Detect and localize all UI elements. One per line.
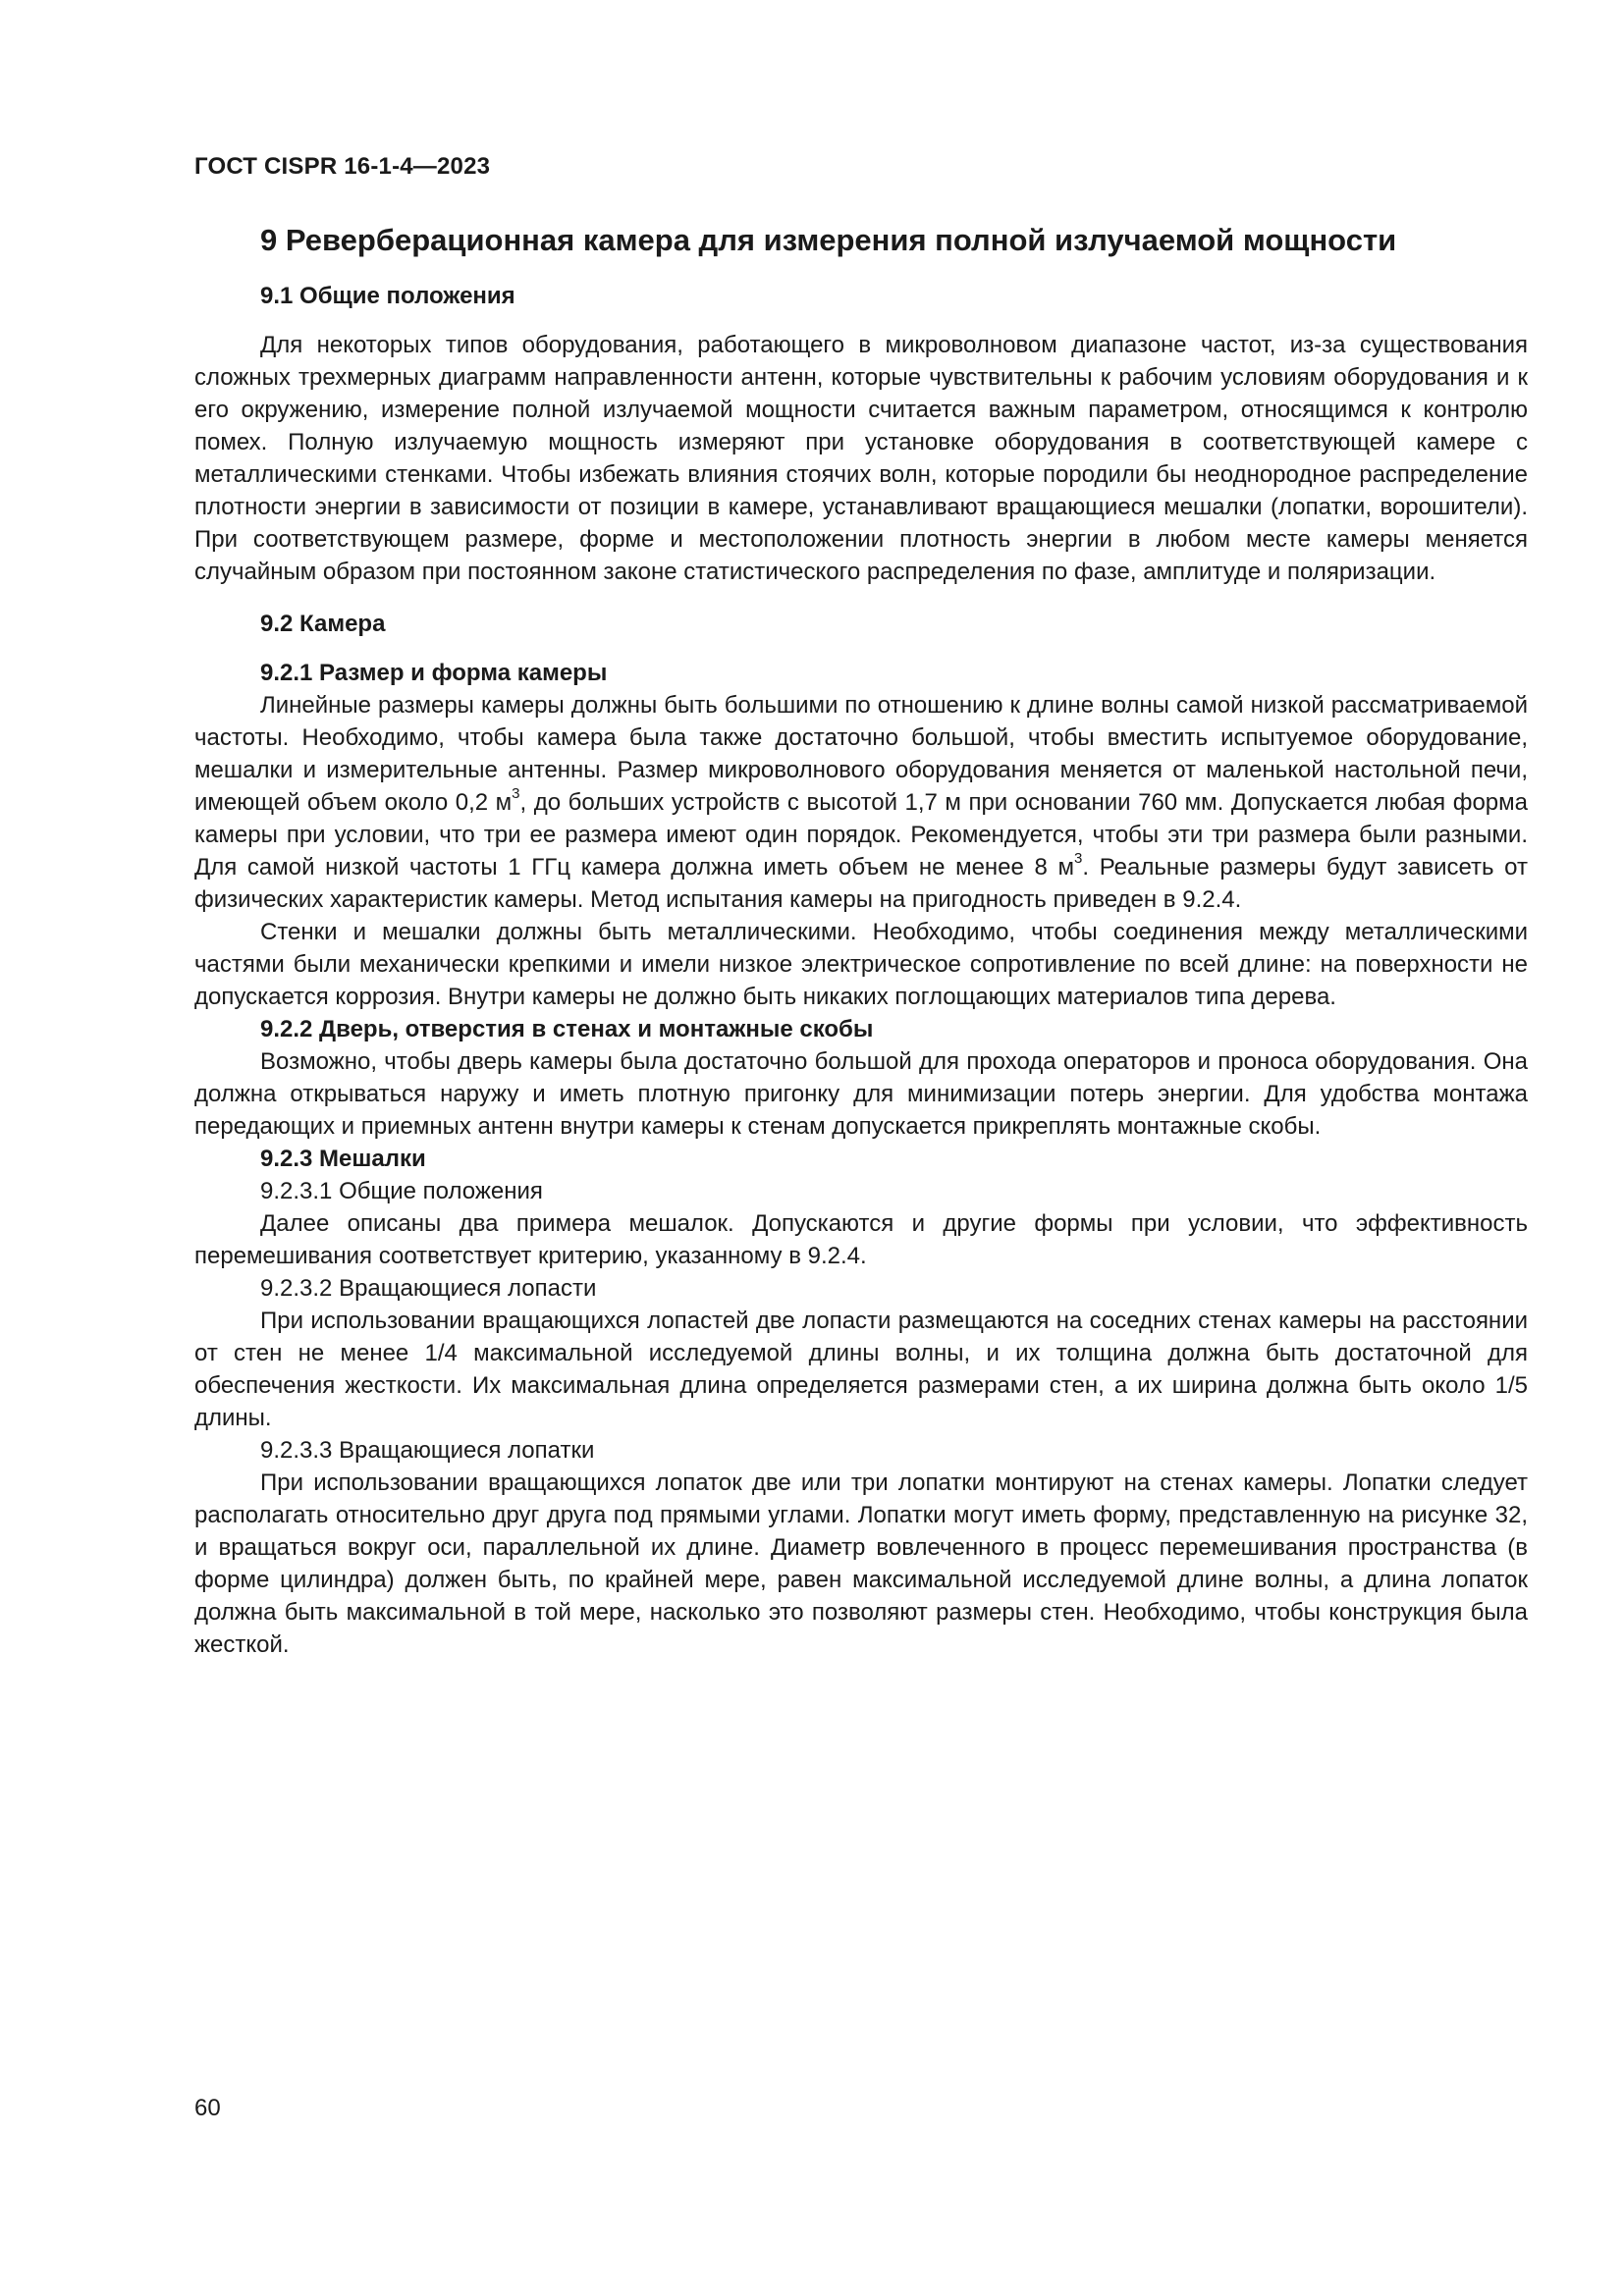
section-title: 9 Реверберационная камера для измерения полной излучаемой мощности xyxy=(260,223,1397,257)
paragraph-9-2-3-2: При использовании вращающихся лопастей две лопасти размещаются на соседних стенах камеры на расстоянии от стен не менее 1/4 максимальной исследуемой длины волны, и их толщина должна быть достаточной для обеспечения жесткости. Их максимальная длина определяется размерами стен, а их ширина должна быть около 1/5 длины. xyxy=(194,1308,1528,1432)
paragraph-9-2-1-a xyxy=(194,689,1528,916)
document-code-header: ГОСТ CISPR 16-1-4—2023 xyxy=(194,153,491,180)
superscript-cubic-1: 3 xyxy=(512,785,520,803)
clause-title-9-2-3-2: 9.2.3.2 Вращающиеся лопасти xyxy=(260,1275,597,1303)
subsection-title-9-2-2: 9.2.2 Дверь, отверстия в стенах и монтажные скобы xyxy=(260,1016,874,1043)
subsection-title-9-2: 9.2 Камера xyxy=(260,611,386,638)
subsection-title-9-2-3: 9.2.3 Мешалки xyxy=(260,1146,426,1173)
clause-title-9-2-3-3: 9.2.3.3 Вращающиеся лопатки xyxy=(260,1437,595,1465)
page-content xyxy=(194,222,1528,1661)
clause-title-9-2-3-1: 9.2.3.1 Общие положения xyxy=(260,1178,543,1205)
paragraph-9-1: Для некоторых типов оборудования, работающего в микроволновом диапазоне частот, из-за существования сложных трехмерных диаграмм направленности антенн, которые чувствительны к рабочим условиям оборудования и к его окружению, измерение полной излучаемой мощности считается важным параметром, относящимся к контролю помех. Полную излучаемую мощность измеряют при установке оборудования в соответствующей камере с металлическими стенками. Чтобы избежать влияния стоячих волн, которые породили бы неоднородное распределение плотности энергии в зависимости от позиции в камере, устанавливают вращающиеся мешалки (лопатки, ворошители). При соответствующем размере, форме и местоположении плотность энергии в любом месте камеры меняется случайным образом при постоянном законе статистического распределения по фазе, амплитуде и поляризации. xyxy=(194,332,1528,586)
paragraph-9-2-1-a-part3: . Реальные размеры будут зависеть от физических характеристик камеры. Метод испытания камеры на пригодность приведен в 9.2.4. xyxy=(194,854,1528,914)
paragraph-9-2-3-3: При использовании вращающихся лопаток две или три лопатки монтируют на стенах камеры. Лопатки следует располагать относительно друг друга под прямыми углами. Лопатки могут иметь форму, представленную на рисунке 32, и вращаться вокруг оси, параллельной их длине. Диаметр вовлеченного в процесс перемешивания пространства (в форме цилиндра) должен быть, по крайней мере, равен максимальной исследуемой длине волны, а длина лопаток должна быть максимальной в той мере, насколько это позволяют размеры стен. Необходимо, чтобы конструкция была жесткой. xyxy=(194,1469,1528,1659)
page-number: 60 xyxy=(194,2095,221,2121)
paragraph-9-2-1-a-part1: Линейные размеры камеры должны быть большими по отношению к длине волны самой низкой рассматриваемой частоты. Необходимо, чтобы камера была также достаточно большой, чтобы вместить испытуемое оборудование, мешалки и измерительные антенны. Размер микроволнового оборудования меняется от маленькой настольной печи, имеющей объем около 0,2 м xyxy=(194,692,1528,817)
paragraph-9-2-1-b: Стенки и мешалки должны быть металлическими. Необходимо, чтобы соединения между металлическими частями были механически крепкими и имели низкое электрическое сопротивление по всей длине: на поверхности не допускается коррозия. Внутри камеры не должно быть никаких поглощающих материалов типа дерева. xyxy=(194,919,1528,1011)
paragraph-9-2-2: Возможно, чтобы дверь камеры была достаточно большой для прохода операторов и проноса оборудования. Она должна открываться наружу и иметь плотную пригонку для минимизации потерь энергии. Для удобства монтажа передающих и приемных антенн внутри камеры к стенам допускается прикреплять монтажные скобы. xyxy=(194,1048,1528,1141)
paragraph-9-2-1-a-part2: , до больших устройств с высотой 1,7 м при основании 760 мм. Допускается любая форма камеры при условии, что три ее размера имеют один порядок. Рекомендуется, чтобы эти три размера были разными. Для самой низкой частоты 1 ГГц камера должна иметь объем не менее 8 м xyxy=(194,789,1528,881)
paragraph-9-2-3-1: Далее описаны два примера мешалок. Допускаются и другие формы при условии, что эффективность перемешивания соответствует критерию, указанному в 9.2.4. xyxy=(194,1210,1528,1270)
subsection-title-9-2-1: 9.2.1 Размер и форма камеры xyxy=(260,660,608,687)
superscript-cubic-2: 3 xyxy=(1074,850,1083,868)
subsection-title-9-1: 9.1 Общие положения xyxy=(260,283,515,310)
